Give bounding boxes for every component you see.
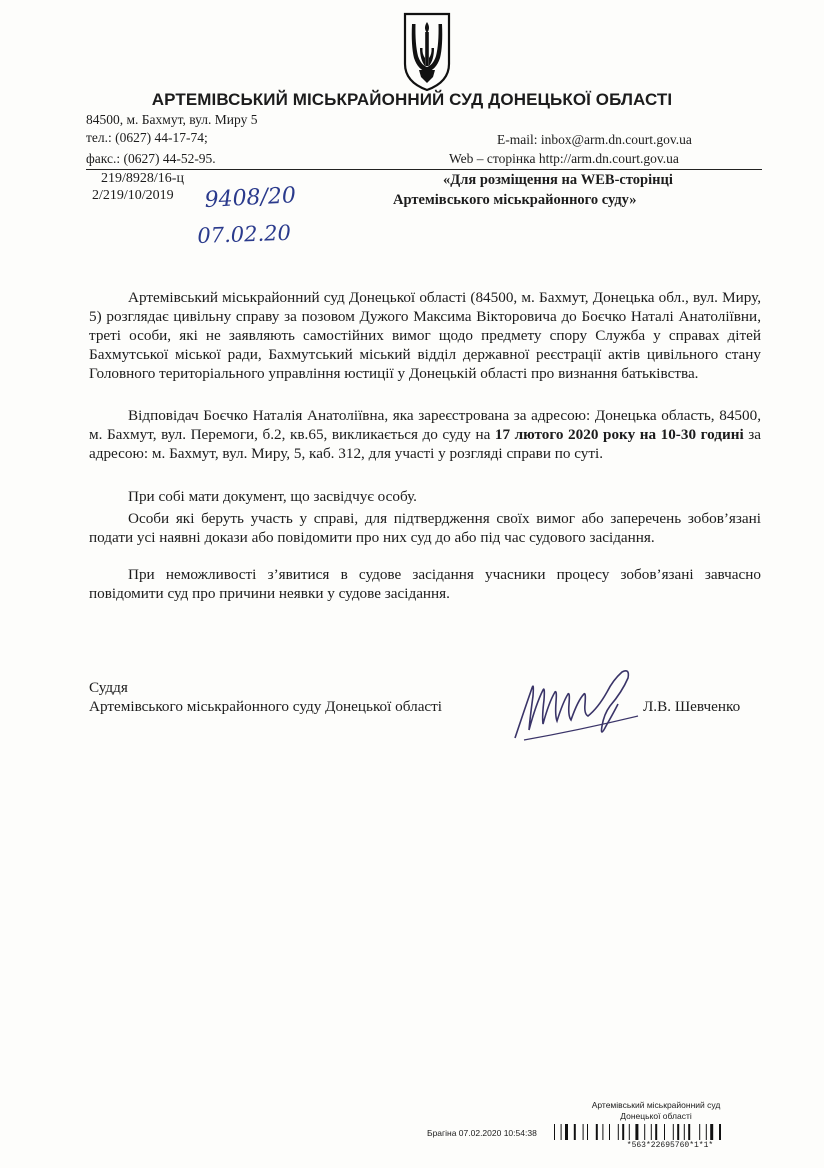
handwritten-registration-number: 9408/20 bbox=[204, 183, 297, 213]
registry-stamp-region: Донецької області bbox=[620, 1111, 692, 1121]
summons-text-start: Відповідач Боєчко Наталія Анатоліївна, яка зареєстрована за адресою: Донецька область, 84500, м. Бахмут, вул. Перемоги, б.2, кв.65, викликається до суду на bbox=[89, 407, 761, 443]
id-document-text: При собі мати документ, що засвідчує особу. bbox=[128, 488, 417, 505]
summons-text-end: за адресою: м. Бахмут, вул. Миру, 5, каб. 312, для участі у розгляді справи по суті. bbox=[89, 426, 761, 462]
body-paragraph-case bbox=[89, 288, 761, 383]
coat-of-arms-emblem bbox=[402, 12, 452, 92]
body-paragraph-case-text: Артемівський міськрайонний суд Донецької області (84500, м. Бахмут, Донецька обл., вул. Миру, 5) розглядає цивільну справу за позовом Дужого Максима Вікторовича до Боєчко Наталі Анатоліївни, треті особи, які не заявляють самостійних вимог щодо предмету спору Служба у справах дітей Бахмутської міської ради, Бахмутський міський відділ державної реєстрації актів цивільного стану Головного територіального управління юстиції у Донецькій області про визнання батьківства. bbox=[89, 289, 761, 382]
body-paragraph-id-document bbox=[89, 487, 761, 506]
case-number: 219/8928/16-ц bbox=[101, 171, 184, 186]
body-paragraph-absence bbox=[89, 565, 761, 603]
publication-note-line1: «Для розміщення на WEB-сторінці bbox=[443, 172, 673, 188]
court-address: 84500, м. Бахмут, вул. Миру 5 bbox=[86, 112, 258, 127]
judge-name: Л.В. Шевченко bbox=[643, 698, 741, 715]
absence-text: При неможливості з’явитися в судове засідання учасники процесу зобов’язані завчасно повідомити суд про причини неявки у судове засідання. bbox=[89, 566, 761, 602]
hearing-datetime: 17 лютого 2020 року на 10-30 годині bbox=[494, 426, 744, 443]
body-paragraph-summons bbox=[89, 406, 761, 463]
publication-note-line2: Артемівського міськрайонного суду» bbox=[393, 192, 637, 208]
header-divider bbox=[86, 169, 762, 170]
court-fax: факс.: (0627) 44-52-95. bbox=[86, 151, 216, 166]
judge-court: Артемівського міськрайонного суду Донецької області bbox=[89, 698, 443, 715]
body-paragraph-evidence bbox=[89, 509, 761, 547]
barcode-number: *563*22695760*1*1* bbox=[626, 1141, 714, 1150]
court-phone: тел.: (0627) 44-17-74; bbox=[86, 130, 208, 145]
evidence-text: Особи які беруть участь у справі, для підтвердження своїх вимог або заперечень зобов’язані подати усі наявні докази або повідомити про них суд до або під час судового засідання. bbox=[89, 510, 761, 546]
court-email: E-mail: inbox@arm.dn.court.gov.ua bbox=[497, 132, 692, 147]
registry-stamp-court: Артемівський міськрайонний суд bbox=[591, 1100, 721, 1110]
registry-operator-timestamp: Брагіна 07.02.2020 10:54:38 bbox=[427, 1128, 537, 1138]
court-title: АРТЕМІВСЬКИЙ МІСЬКРАЙОННИЙ СУД ДОНЕЦЬКОЇ ОБЛАСТІ bbox=[151, 90, 673, 109]
court-website: Web – сторінка http://arm.dn.court.gov.ua bbox=[449, 151, 679, 166]
proceeding-number: 2/219/10/2019 bbox=[92, 188, 174, 203]
judge-label: Суддя bbox=[89, 679, 128, 696]
handwritten-date: 07.02.20 bbox=[197, 220, 292, 248]
registry-barcode bbox=[554, 1124, 786, 1140]
